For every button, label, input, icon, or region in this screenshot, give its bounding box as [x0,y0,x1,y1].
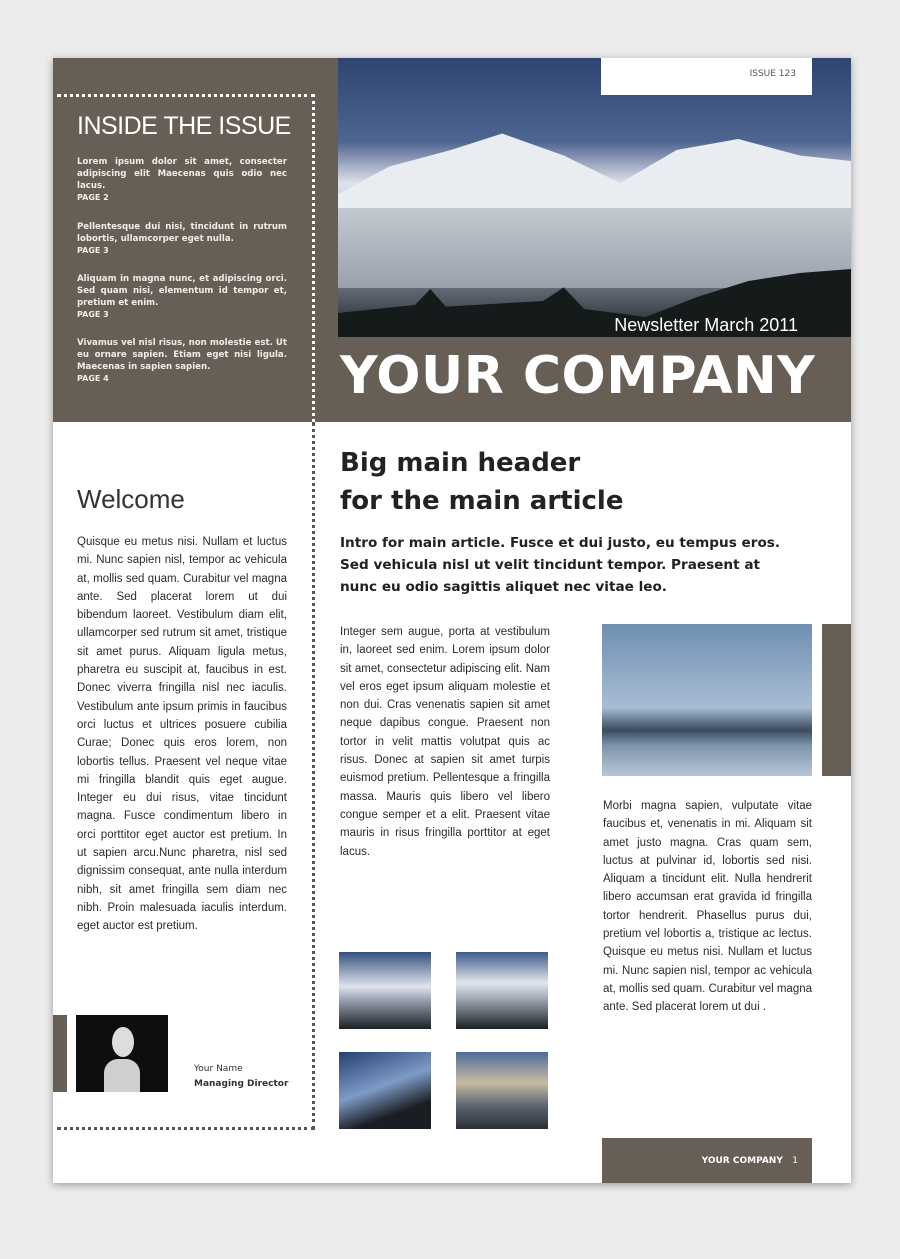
dotted-divider [57,94,315,97]
toc-text: Vivamus vel nisl risus, non molestie est. Ut eu ornare sapien. Etiam eget nisi ligula. Maecenas in sapien sapien. [77,338,287,372]
article-intro: Intro for main article. Fusce et dui justo, eu tempus eros. Sed vehicula nisl ut velit tincidunt tempor. Praesent at nunc eu odio sagittis aliquet nec vitae leo. [340,535,781,595]
page-number: 1 [792,1156,798,1166]
dotted-divider [312,422,315,1130]
page-footer [602,1138,812,1183]
author-role: Managing Director [194,1079,289,1089]
welcome-title: Welcome [77,484,185,514]
toc-text: Pellentesque dui nisi, tincidunt in rutrum lobortis, ullamcorper eget nulla. [77,222,287,244]
toc-item [77,337,287,385]
author-name: Your Name [194,1064,243,1074]
thumbnail-photo [339,1052,431,1129]
toc-item [77,273,287,321]
thumbnail-photo [456,952,548,1029]
dotted-divider [57,1127,315,1130]
article-header-line: Big main header [340,448,581,478]
accent-bar [53,1015,67,1092]
toc-page: PAGE 2 [77,193,109,202]
article-header-line: for the main article [340,486,624,516]
inside-issue-title: INSIDE THE ISSUE [77,112,291,140]
author-photo [76,1015,168,1092]
toc-page: PAGE 3 [77,246,109,255]
author-info [194,1062,288,1092]
article-column-2: Morbi magna sapien, vulputate vitae faucibus et, venenatis in mi. Aliquam sit amet justo magna. Cras quam sem, luctus at pulvinar id, lobortis sed nisi. Aliquam a tincidunt elit. Nulla hendrerit libero accumsan erat gravida id fringilla tortor hendrerit. Phasellus purus dui, pretium vel lobortis a, tristique ac lectus. Quisque eu metus nisi. Nullam et luctus mi. Nunc sapien nisl, tempor ac vehicula at, mollis sed quam. Curabitur vel magna ante. Sed placerat lorem ut dui . [603,800,813,1014]
footer-company: YOUR COMPANY [701,1156,783,1166]
toc-text: Aliquam in magna nunc, et adipiscing orci. Sed quam nisi, elementum id tempor et, pretium et enim. [77,274,287,308]
thumbnail-photo [339,952,431,1029]
lake-photo [602,624,812,776]
accent-bar [822,624,851,776]
thumbnail-photo [456,1052,548,1129]
article-header [340,444,623,520]
mountain-photo [338,58,851,337]
toc-item [77,221,287,257]
toc-item [77,156,287,204]
toc-page: PAGE 4 [77,374,109,383]
toc-text: Lorem ipsum dolor sit amet, consecter adipiscing elit Maecenas quis odio nec lacus. [77,157,287,191]
article-column-1: Integer sem augue, porta at vestibulum in, laoreet sed enim. Lorem ipsum dolor sit amet, consectetur adipiscing elit. Nam vel eros eget ipsum aliquam molestie et non dui. Cras venenatis sapien sit amet neque dapibus congue. Praesent non tortor in velit mattis volutpat quis ac risus. Donec at sapien sit amet turpis euismod pretium. Pellentesque a fringilla massa. Mauris quis libero vel libero congue semper et a elit. Praesent vitae mauris in risus fringilla porttitor at eget lacus. [340,626,550,858]
issue-number: ISSUE 123 [601,58,812,95]
toc-page: PAGE 3 [77,310,109,319]
dotted-divider [312,94,315,422]
company-name: YOUR COMPANY [340,346,816,406]
newsletter-date: Newsletter March 2011 [614,315,798,335]
welcome-body: Quisque eu metus nisi. Nullam et luctus mi. Nunc sapien nisl, tempor ac vehicula at, mollis sed quam. Curabitur vel magna ante. Sed placerat lorem ut dui bibendum laoreet. Vestibulum diam elit, ullamcorper sed rutrum sit amet, tristique sit amet purus. Aliquam ligula metus, pharetra eu suscipit at, faucibus in est. Donec viverra fringilla nisl nec iaculis. Vestibulum ante ipsum primis in faucibus orci luctus et ultrices posuere cubilia Curae; Donec quis eros lorem, non lobortis tellus. Praesent vel neque vitae mi fringilla blandit quis eget augue. Integer eu dui risus, vitae tincidunt magna. Fusce condimentum libero in orci porttitor eget auctor est pretium. In ut sapien arcu.Nunc pharetra, nisl sed dignissim consequat, ante nulla interdum nibh, sit amet fringilla sem diam nec nibh. Proin malesuada iaculis interdum. eget auctor est pretium. [77,536,287,933]
